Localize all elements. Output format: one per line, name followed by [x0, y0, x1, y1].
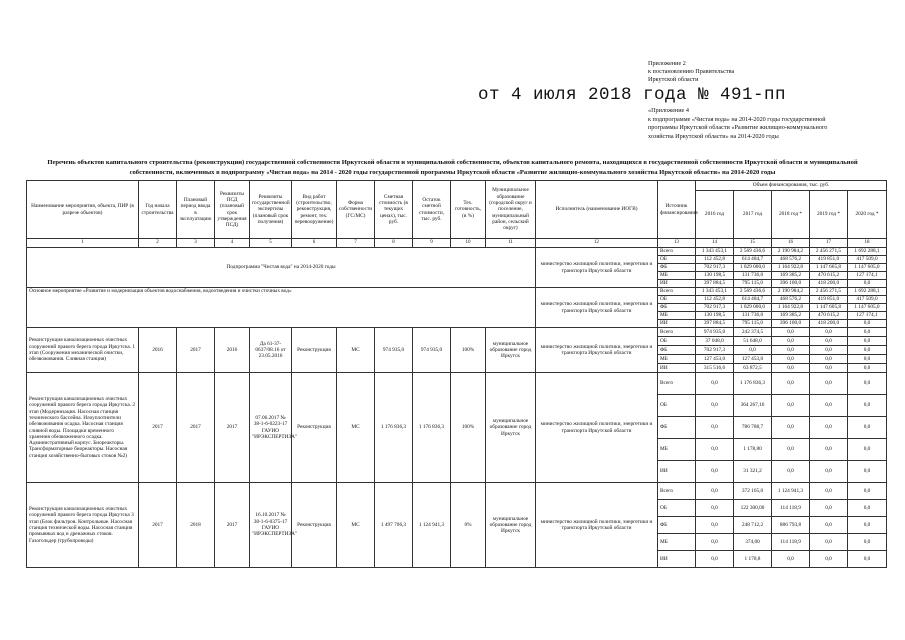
object-psd: 2016 [215, 328, 250, 373]
object-psd: 2017 [215, 373, 250, 483]
document-title: Перечень объектов капитального строительства (реконструкции) государственной собственности Иркутской области и муниципальной собственности, объектов капитального ремонта, находящихся в государственной собственности Иркутской области и муниципальной собственности, включенных в подпрограмму «Чистая вода» на 2014 - 2020 годы государственной программы Иркутской области «Развитие жилищно-коммунального хозяйства Иркутской области» на 2014-2020 годы [47, 159, 858, 176]
column-number: 7 [337, 239, 375, 248]
header-cell: Исполнитель (наименование ИОГВ) [536, 181, 658, 239]
funding-value: 1 029 000,0 [734, 304, 772, 312]
object-commission: 2017 [177, 328, 215, 373]
funding-source: ФБ [658, 417, 696, 439]
funding-value: 2 569 436,6 [734, 288, 772, 296]
funding-source: ФБ [658, 264, 696, 272]
object-expertise: 07.06.2017 № 38-1-6-0223-17 ГАУИО "ИРЭКСПЕРТИЗА" [250, 373, 292, 483]
main-event-name: Основное мероприятие «Развитие и модернизация объектов водоснабжения, водоотведения и очистки сточных вод» [27, 288, 536, 328]
funding-value: 0,0 [848, 320, 887, 328]
funding-value: 397 884,5 [696, 280, 734, 288]
funding-value: 122 300,00 [734, 500, 772, 517]
funding-value: 886 793,8 [772, 517, 810, 534]
object-executor: министерство жилищной политики, энергетики и транспорта Иркутской области [536, 483, 658, 568]
funding-value: 127 174,1 [848, 272, 887, 280]
object-mo: муниципальное образование город Иркутск [486, 328, 536, 373]
object-executor: министерство жилищной политики, энергетики и транспорта Иркутской области [536, 373, 658, 483]
object-psd: 2017 [215, 483, 250, 568]
executor-cell: министерство жилищной политики, энергетики и транспорта Иркутской области [536, 248, 658, 288]
table-row [27, 248, 887, 256]
object-expertise: Да 61-37-0637/08.16 от 23.05.2016 [250, 328, 292, 373]
funding-value: 702 917,3 [696, 346, 734, 355]
funding-value: 1 178,80 [734, 439, 772, 461]
funding-value: 1 147 605,0 [848, 264, 887, 272]
funding-value: 0,0 [848, 373, 887, 395]
funding-source: ОБ [658, 296, 696, 304]
funding-value: 0,0 [810, 346, 848, 355]
header-cell: Реквизиты ПСД (плановый срок утверждения ПСД) [215, 181, 250, 239]
funding-source: ФБ [658, 304, 696, 312]
column-number: 16 [772, 239, 810, 248]
column-number: 3 [177, 239, 215, 248]
funding-value: 127 453,0 [734, 355, 772, 364]
object-ready: 100% [451, 373, 486, 483]
funding-value: 0,0 [848, 337, 887, 346]
funding-value: 112 452,8 [696, 256, 734, 264]
year-cell: 2019 год * [810, 191, 848, 239]
funding-value: 468 576,2 [772, 296, 810, 304]
funding-value: 2 190 984,2 [772, 288, 810, 296]
year-cell: 2018 год * [772, 191, 810, 239]
object-expertise: 16.10.2017 № 38-1-6-0375-17 ГАУИО "ИРЭКСПЕРТИЗА" [250, 483, 292, 568]
header-cell: Год начала строительства [139, 181, 177, 239]
object-cost: 1 176 836,3 [375, 373, 413, 483]
funding-value: 0,0 [848, 364, 887, 373]
funding-value: 0,0 [810, 517, 848, 534]
funding-source: МБ [658, 355, 696, 364]
funding-value: 1 343 453,1 [696, 288, 734, 296]
object-cost: 974 935,0 [375, 328, 413, 373]
object-own: МС [337, 483, 375, 568]
column-numbers-row [27, 239, 887, 248]
funding-source: Всего [658, 248, 696, 256]
funding-value: 0,0 [848, 483, 887, 500]
funding-value: 0,0 [848, 417, 887, 439]
column-number: 12 [536, 239, 658, 248]
object-work: Реконструкция [292, 483, 337, 568]
column-number: 4 [215, 239, 250, 248]
funding-source: ИИ [658, 280, 696, 288]
funding-value: 0,0 [810, 355, 848, 364]
funding-value: 417 509,0 [848, 296, 887, 304]
funding-value: 0,0 [696, 483, 734, 500]
funding-value: 2 569 436,6 [734, 248, 772, 256]
object-name: Реконструкция канализационных очистных сооружений правого берега города Иркутска. 1 этап (Сооружения механической очистки, обезвоживания. Сливная станция) [27, 328, 139, 373]
appendix4-line: программы Иркутской области «Развитие жилищно-коммунального [648, 124, 828, 131]
funding-value: 470 615,2 [810, 312, 848, 320]
appendix4-line: к подпрограмме «Чистая вода» на 2014-2020 годы государственной [648, 115, 826, 123]
funding-value: 795 115,0 [734, 280, 772, 288]
column-number: 1 [27, 239, 139, 248]
funding-source: ИИ [658, 364, 696, 373]
funding-source: Всего [658, 328, 696, 337]
funding-value: 364 267,16 [734, 395, 772, 417]
object-own: МС [337, 328, 375, 373]
funding-value: 396 100,0 [772, 320, 810, 328]
column-number: 15 [734, 239, 772, 248]
funding-value: 315 516,6 [696, 364, 734, 373]
header-cell: Вид работ (строительство, реконструкция, ремонт, тех. перевооружение) [292, 181, 337, 239]
object-work: Реконструкция [292, 328, 337, 373]
subprogram-name: Подпрограмма "Чистая вода" на 2014-2020 годы [27, 248, 536, 288]
object-start: 2016 [139, 328, 177, 373]
object-executor: министерство жилищной политики, энергетики и транспорта Иркутской области [536, 328, 658, 373]
registration-stamp: от 4 июля 2018 года № 491-пп [478, 85, 787, 105]
funding-source: ОБ [658, 500, 696, 517]
funding-value: 0,0 [696, 417, 734, 439]
appendix-header [648, 60, 734, 84]
funding-value: 396 100,0 [772, 280, 810, 288]
funding-value: 0,0 [810, 417, 848, 439]
year-cell: 2016 год [696, 191, 734, 239]
object-mo: муниципальное образование город Иркутск [486, 373, 536, 483]
funding-value: 0,0 [772, 461, 810, 483]
funding-value: 114 118,9 [772, 500, 810, 517]
object-commission: 2017 [177, 373, 215, 483]
appendix4-line: хозяйства Иркутской области» на 2014-2020 годы [648, 132, 779, 140]
funding-value: 418 200,0 [810, 280, 848, 288]
funding-value: 0,0 [810, 364, 848, 373]
funding-value: 0,0 [810, 337, 848, 346]
year-cell: 2020 год * [848, 191, 887, 239]
table-row [27, 288, 887, 296]
object-cost: 1 497 706,3 [375, 483, 413, 568]
funding-value: 397 884,5 [696, 320, 734, 328]
funding-value: 0,0 [848, 517, 887, 534]
funding-value: 0,0 [810, 461, 848, 483]
funding-source: ИИ [658, 320, 696, 328]
funding-value: 1 147 605,0 [848, 304, 887, 312]
table-row [27, 373, 887, 395]
column-number: 5 [250, 239, 292, 248]
funding-source: ОБ [658, 337, 696, 346]
funding-value: 1 178,8 [734, 551, 772, 568]
funding-value: 130 198,5 [696, 312, 734, 320]
funding-value: 0,0 [848, 355, 887, 364]
object-own: МС [337, 373, 375, 483]
funding-value: 131 736,0 [734, 312, 772, 320]
column-number: 18 [848, 239, 887, 248]
funding-source: МБ [658, 312, 696, 320]
funding-value: 0,0 [810, 534, 848, 551]
funding-value: 702 917,3 [696, 264, 734, 272]
funding-value: 974 935,0 [696, 328, 734, 337]
funding-value: 130 198,5 [696, 272, 734, 280]
funding-value: 2 456 271,5 [810, 248, 848, 256]
object-mo: муниципальное образование город Иркутск [486, 483, 536, 568]
funding-value: 114 118,9 [772, 534, 810, 551]
funding-value: 0,0 [772, 337, 810, 346]
funding-value: 0,0 [848, 551, 887, 568]
funding-value: 0,0 [848, 534, 887, 551]
header-cell: Тех. готовность, (в %) [451, 181, 486, 239]
column-number: 11 [486, 239, 536, 248]
funding-value: 470 615,2 [810, 272, 848, 280]
funding-value: 1 692 288,1 [848, 248, 887, 256]
funding-value: 0,0 [810, 373, 848, 395]
header-cell: Остаток сметной стоимости, тыс. руб. [413, 181, 451, 239]
funding-value: 242 374,5 [734, 328, 772, 337]
funding-value: 0,0 [772, 395, 810, 417]
funding-value: 0,0 [772, 439, 810, 461]
funding-value: 0,0 [696, 551, 734, 568]
funding-value: 63 872,5 [734, 364, 772, 373]
funding-value: 1 147 665,8 [810, 264, 848, 272]
funding-value: 0,0 [848, 395, 887, 417]
funding-value: 418 200,0 [810, 320, 848, 328]
year-cell: 2017 год [734, 191, 772, 239]
funding-value: 2 190 984,2 [772, 248, 810, 256]
funding-value: 0,0 [696, 461, 734, 483]
funding-value: 1 164 922,8 [772, 304, 810, 312]
funding-value: 0,0 [734, 346, 772, 355]
object-name: Реконструкция канализационных очистных сооружений правого берега города Иркутска 3 этап (Блок фильтров. Контрольные. Насосная станция технической воды. Насосная станция промывных вод и дренажных стоков. Газогольдер (трубопроводы) [27, 483, 139, 568]
funding-value: 614 484,7 [734, 256, 772, 264]
funding-source: ИИ [658, 461, 696, 483]
funding-source: МБ [658, 534, 696, 551]
funding-value: 131 736,0 [734, 272, 772, 280]
funding-source: ИИ [658, 551, 696, 568]
funding-value: 0,0 [696, 534, 734, 551]
funding-value: 0,0 [696, 395, 734, 417]
object-ready: 100% [451, 328, 486, 373]
funding-value: 1 343 453,1 [696, 248, 734, 256]
funding-value: 51 648,0 [734, 337, 772, 346]
funding-value: 1 029 000,0 [734, 264, 772, 272]
funding-value: 1 692 288,1 [848, 288, 887, 296]
object-remain: 974 935,0 [413, 328, 451, 373]
funding-value: 169 385,2 [772, 312, 810, 320]
column-number: 6 [292, 239, 337, 248]
funding-source: МБ [658, 439, 696, 461]
funding-value: 0,0 [772, 355, 810, 364]
column-number: 9 [413, 239, 451, 248]
appendix-line: к постановлению Правительства [648, 68, 735, 75]
funding-value: 374,00 [734, 534, 772, 551]
header-cell: Наименование мероприятия, объекта, ПИР (в разрезе объектов) [27, 181, 139, 239]
funding-value: 169 385,2 [772, 272, 810, 280]
object-ready: 0% [451, 483, 486, 568]
funding-value: 1 164 922,8 [772, 264, 810, 272]
funding-value: 0,0 [848, 461, 887, 483]
column-number: 13 [658, 239, 696, 248]
funding-value: 419 851,0 [810, 256, 848, 264]
funding-source: ОБ [658, 395, 696, 417]
funding-value: 0,0 [772, 551, 810, 568]
appendix4-header [648, 107, 878, 141]
header-cell: Источник финансирования [658, 181, 696, 239]
funding-value: 112 452,8 [696, 296, 734, 304]
funding-value: 0,0 [810, 551, 848, 568]
funding-value: 702 917,3 [696, 304, 734, 312]
funding-source: Всего [658, 373, 696, 395]
funding-value: 0,0 [848, 280, 887, 288]
funding-value: 0,0 [848, 500, 887, 517]
funding-value: 0,0 [772, 346, 810, 355]
funding-value: 1 124 941,3 [772, 483, 810, 500]
column-number: 14 [696, 239, 734, 248]
header-cell: Форма собственности (ГС/МС) [337, 181, 375, 239]
funding-value: 0,0 [696, 373, 734, 395]
funding-source: МБ [658, 272, 696, 280]
funding-value: 372 165,0 [734, 483, 772, 500]
funding-value: 2 456 271,5 [810, 288, 848, 296]
funding-value: 1 147 605,8 [810, 304, 848, 312]
funding-value: 0,0 [810, 328, 848, 337]
object-remain: 1 124 941,3 [413, 483, 451, 568]
funding-value: 0,0 [848, 346, 887, 355]
header-cell: Плановый период ввода в эксплуатацию [177, 181, 215, 239]
executor-cell: министерство жилищной политики, энергетики и транспорта Иркутской области [536, 288, 658, 328]
funding-value: 795 115,0 [734, 320, 772, 328]
funding-value: 0,0 [772, 364, 810, 373]
funding-value: 417 509,0 [848, 256, 887, 264]
funding-value: 0,0 [848, 439, 887, 461]
funding-value: 614 484,7 [734, 296, 772, 304]
funding-value: 0,0 [772, 417, 810, 439]
funding-value: 0,0 [848, 328, 887, 337]
funding-source: ОБ [658, 256, 696, 264]
header-cell: Муниципальное образование (городской округ и поселение, муниципальный район, сельский округ) [486, 181, 536, 239]
table-row [27, 483, 887, 500]
funding-value: 0,0 [696, 500, 734, 517]
appendix-line: Приложение 2 [648, 60, 686, 67]
funding-value: 0,0 [810, 500, 848, 517]
funding-value: 127 453,0 [696, 355, 734, 364]
object-name: Реконструкция канализационных очистных сооружений правого берега города Иркутска. 2 этап (Модернизация. Насосная станция технического бассейна. Илоуплотнители обезвоживания осадка. Насосная станция сливной воды. Площадки временного хранения обезвоженного осадка. Административный корпус. Биореакторы. Трансформаторные биореакторы. Насосная станция хозяйственно-бытовых стоков №2) [27, 373, 139, 483]
table-body [27, 181, 887, 568]
column-number: 17 [810, 239, 848, 248]
funding-value: 419 851,0 [810, 296, 848, 304]
table-row [27, 328, 887, 337]
funding-value: 0,0 [772, 328, 810, 337]
funding-source: ФБ [658, 517, 696, 534]
object-remain: 1 176 836,3 [413, 373, 451, 483]
header-row [27, 181, 887, 191]
funding-source: Всего [658, 483, 696, 500]
column-number: 2 [139, 239, 177, 248]
funding-value: 0,0 [810, 395, 848, 417]
funding-value: 786 788,7 [734, 417, 772, 439]
funding-value: 0,0 [810, 483, 848, 500]
column-number: 10 [451, 239, 486, 248]
funding-value: 1 176 836,3 [734, 373, 772, 395]
object-start: 2017 [139, 373, 177, 483]
objects-table [26, 180, 887, 568]
funding-value: 37 048,0 [696, 337, 734, 346]
funding-value: 0,0 [810, 439, 848, 461]
funding-value: 31 321,2 [734, 461, 772, 483]
funding-value: 0,0 [696, 517, 734, 534]
appendix-line: Иркутской области [648, 76, 699, 83]
funding-value: 468 576,2 [772, 256, 810, 264]
funding-value: 0,0 [772, 373, 810, 395]
funding-value: 0,0 [696, 439, 734, 461]
header-cell: Сметная стоимость (в текущих ценах), тыс. руб. [375, 181, 413, 239]
funding-source: Всего [658, 288, 696, 296]
object-start: 2017 [139, 483, 177, 568]
funding-source: ФБ [658, 346, 696, 355]
object-work: Реконструкция [292, 373, 337, 483]
funding-value: 127 174,1 [848, 312, 887, 320]
object-commission: 2018 [177, 483, 215, 568]
appendix4-line: «Приложение 4 [648, 107, 689, 114]
column-number: 8 [375, 239, 413, 248]
funding-header: Объем финансирования, тыс. руб. [696, 181, 887, 191]
funding-value: 248 712,2 [734, 517, 772, 534]
header-cell: Реквизиты государственной экспертизы (плановый срок получения) [250, 181, 292, 239]
